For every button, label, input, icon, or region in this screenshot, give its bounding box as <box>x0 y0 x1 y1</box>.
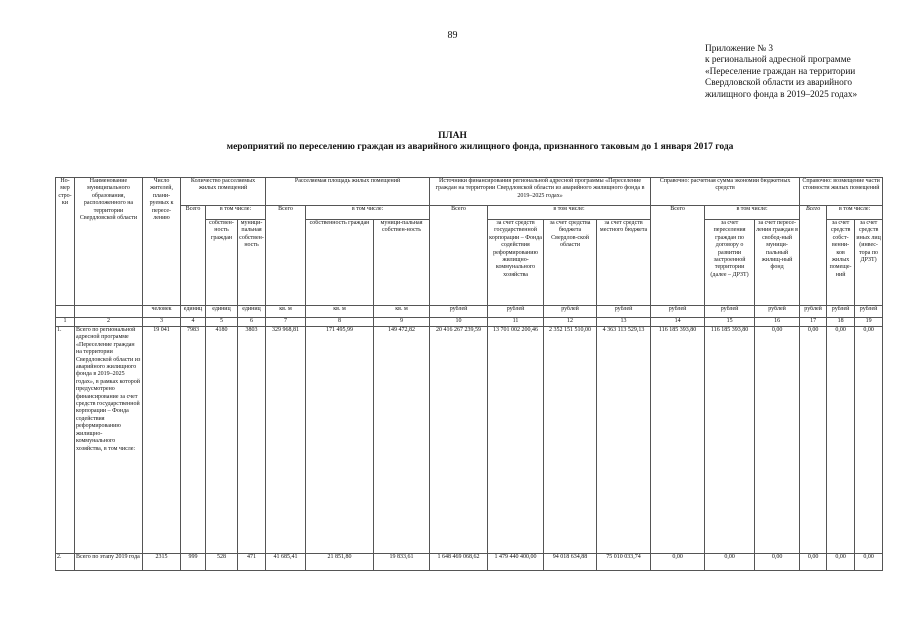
table-row <box>56 554 883 571</box>
cell-value: 4 363 113 529,13 <box>597 327 651 554</box>
column-number: 11 <box>488 318 544 327</box>
header-area-mun: муници-пальная собствен-ность <box>374 220 430 306</box>
cell-value: 20 416 267 239,59 <box>430 327 488 554</box>
header-residents: Число жителей, плани-руемых к пересе-лению <box>143 178 181 306</box>
page-number: 89 <box>447 30 458 41</box>
cell-value: 1 648 469 068,62 <box>430 554 488 571</box>
header-compensation: Справочно: возмещение части стоимости жилых помещений <box>800 178 883 206</box>
appendix-line: жилищного фонда в 2019–2025 годах» <box>705 89 858 100</box>
appendix-block <box>705 44 900 101</box>
header-compensation-others: за счет средств иных лиц (инвес-тора по ДРЗТ) <box>855 220 883 306</box>
appendix-line: Свердловской области из аварийного <box>705 78 853 89</box>
column-number: 12 <box>544 318 597 327</box>
column-number: 14 <box>651 318 705 327</box>
cell-value: 4180 <box>206 327 238 554</box>
unit-cell: единиц <box>206 306 238 318</box>
cell-value: 149 472,82 <box>374 327 430 554</box>
header-compensation-incl: в том числе: <box>827 206 883 220</box>
column-number: 5 <box>206 318 238 327</box>
header-savings-free: за счет пересе-ления граждан в свобод-ный муници-пальный жилищ-ный фонд <box>755 220 800 306</box>
cell-value: 0,00 <box>705 554 755 571</box>
cell-value: 1 479 440 400,00 <box>488 554 544 571</box>
column-number: 3 <box>143 318 181 327</box>
appendix-line: Приложение № 3 <box>705 44 774 54</box>
unit-cell: кв. м <box>306 306 374 318</box>
cell-value: 0,00 <box>855 554 883 571</box>
appendix-line: к региональной адресной программе <box>705 55 851 66</box>
header-funding-local: за счет средств местного бюджета <box>597 220 651 306</box>
unit-cell: рублей <box>705 306 755 318</box>
header-funding-fund: за счет средств государственной корпорации – Фонда содействия реформированию жилищно-коммунального хозяйства <box>488 220 544 306</box>
cell-value: 0,00 <box>827 327 855 554</box>
column-number: 19 <box>855 318 883 327</box>
cell-value: 21 851,80 <box>306 554 374 571</box>
unit-cell: рублей <box>430 306 488 318</box>
column-number: 4 <box>181 318 206 327</box>
appendix-line: «Переселение граждан на территории <box>705 66 856 77</box>
column-number: 18 <box>827 318 855 327</box>
header-premises-own: собствен-ность граждан <box>206 220 238 306</box>
row-number: 2. <box>56 554 75 571</box>
cell-value: 0,00 <box>800 327 827 554</box>
unit-cell: рублей <box>800 306 827 318</box>
cell-value: 94 018 634,88 <box>544 554 597 571</box>
column-number-row <box>56 318 883 327</box>
unit-cell: рублей <box>755 306 800 318</box>
unit-cell: кв. м <box>266 306 306 318</box>
cell-value: 13 701 002 200,46 <box>488 327 544 554</box>
header-row-number: Но-мер стро-ки <box>56 178 75 306</box>
cell-value: 0,00 <box>651 554 705 571</box>
unit-cell: единиц <box>238 306 266 318</box>
cell-value: 19 041 <box>143 327 181 554</box>
header-area: Расселяемая площадь жилых помещений <box>266 178 430 206</box>
header-premises-incl: в том числе: <box>206 206 266 220</box>
header-funding-regional: за счет средства бюджета Свердлов-ской области <box>544 220 597 306</box>
cell-value: 0,00 <box>755 554 800 571</box>
cell-value: 0,00 <box>755 327 800 554</box>
column-number: 8 <box>306 318 374 327</box>
cell-value: 329 968,81 <box>266 327 306 554</box>
row-number: 1. <box>56 327 75 554</box>
header-area-incl: в том числе: <box>306 206 430 220</box>
cell-value: 2 352 151 510,00 <box>544 327 597 554</box>
cell-value: 7983 <box>181 327 206 554</box>
header-area-own: собственность граждан <box>306 220 374 306</box>
header-compensation-owners: за счет средств собст-венни-ков жилых помеще-ний <box>827 220 855 306</box>
header-premises-count: Количество расселяемых жилых помещений <box>181 178 266 206</box>
cell-value: 41 685,41 <box>266 554 306 571</box>
header-savings-drzt: за счет переселения граждан по договору о развитии застроенной территории (далее – ДРЗТ) <box>705 220 755 306</box>
table-row <box>56 327 883 554</box>
unit-cell: единиц <box>181 306 206 318</box>
cell-value: 3803 <box>238 327 266 554</box>
column-number: 15 <box>705 318 755 327</box>
cell-value: 0,00 <box>800 554 827 571</box>
document-subtitle: мероприятий по переселению граждан из аварийного жилищного фонда, признанного таковым до 1 января 2017 года <box>226 142 734 152</box>
cell-value: 171 495,99 <box>306 327 374 554</box>
cell-value: 0,00 <box>855 327 883 554</box>
header-area-total: Всего <box>266 206 306 306</box>
cell-value: 116 185 393,80 <box>651 327 705 554</box>
column-number: 16 <box>755 318 800 327</box>
cell-value: 471 <box>238 554 266 571</box>
cell-value: 0,00 <box>827 554 855 571</box>
column-number: 9 <box>374 318 430 327</box>
cell-value: 19 833,61 <box>374 554 430 571</box>
column-number: 6 <box>238 318 266 327</box>
unit-cell: кв. м <box>374 306 430 318</box>
unit-cell: рублей <box>488 306 544 318</box>
cell-value: 116 185 393,80 <box>705 327 755 554</box>
unit-cell: рублей <box>651 306 705 318</box>
unit-cell: человек <box>143 306 181 318</box>
unit-cell: рублей <box>855 306 883 318</box>
header-premises-total: Всего <box>181 206 206 306</box>
header-funding-incl: в том числе: <box>488 206 651 220</box>
column-number: 1 <box>56 318 75 327</box>
column-number: 7 <box>266 318 306 327</box>
header-funding: Источники финансирования региональной адресной программы «Переселение граждан на территории Свердловской области из аварийного жилищного фонда в 2019–2025 годах» <box>430 178 651 206</box>
unit-cell: рублей <box>597 306 651 318</box>
column-number: 10 <box>430 318 488 327</box>
column-number: 2 <box>75 318 143 327</box>
cell-value: 999 <box>181 554 206 571</box>
row-name: Всего по этапу 2019 года <box>75 554 143 571</box>
document-title: ПЛАН <box>438 131 467 141</box>
unit-cell: рублей <box>544 306 597 318</box>
header-premises-mun: муници-пальная собствен-ность <box>238 220 266 306</box>
cell-value: 528 <box>206 554 238 571</box>
column-number: 13 <box>597 318 651 327</box>
header-savings: Справочно: расчетная сумма экономии бюджетных средств <box>651 178 800 206</box>
row-name: Всего по региональной адресной программе «Переселение граждан на территории Свердловской области из аварийного жилищного фонда в 2019–2025 годах», в рамках которой предусмотрено финансирование за счет средств государственной корпорации – Фонда содействия реформированию жилищно-коммунального хозяйства, в том числе: <box>75 327 143 554</box>
unit-cell: рублей <box>827 306 855 318</box>
header-compensation-total: Всего <box>800 206 827 306</box>
header-municipality: Наименование муниципального образования, расположенного на территории Свердловской области <box>75 178 143 306</box>
plan-table <box>55 177 883 571</box>
column-number: 17 <box>800 318 827 327</box>
header-funding-total: Всего <box>430 206 488 306</box>
cell-value: 2315 <box>143 554 181 571</box>
header-savings-incl: в том числе: <box>705 206 800 220</box>
header-savings-total: Всего <box>651 206 705 306</box>
cell-value: 75 010 033,74 <box>597 554 651 571</box>
